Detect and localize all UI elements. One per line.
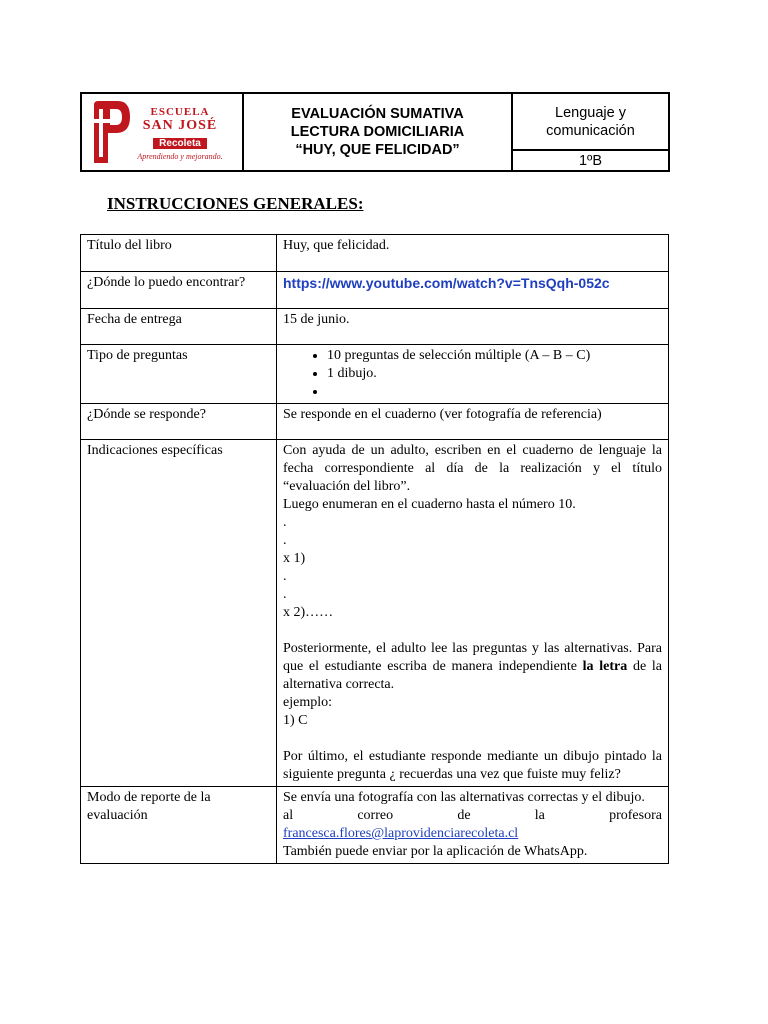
table-row bbox=[81, 440, 669, 787]
p3-text: Posteriormente, el adulto lee las preguntas y las alternativas. Para que el estudiante escriba de manera independiente bbox=[283, 641, 662, 674]
row-value-tipo bbox=[277, 345, 669, 404]
example-x1: x 1) bbox=[283, 551, 306, 566]
indicaciones-p4: Por último, el estudiante responde mediante un dibujo pintado la siguiente pregunta ¿ recuerdas una vez que fuiste muy feliz? bbox=[283, 749, 662, 782]
table-row bbox=[81, 345, 669, 404]
list-item bbox=[327, 383, 662, 401]
row-value-responde: Se responde en el cuaderno (ver fotografía de referencia) bbox=[277, 404, 669, 440]
row-label-donde: ¿Dónde lo puedo encontrar? bbox=[81, 272, 277, 309]
subject-cell bbox=[512, 93, 669, 150]
youtube-link[interactable]: https://www.youtube.com/watch?v=TnsQqh-052c bbox=[283, 275, 610, 291]
logo-line1: ESCUELA bbox=[150, 106, 210, 118]
grade-cell: 1ºB bbox=[512, 150, 669, 171]
title-line2: LECTURA DOMICILIARIA bbox=[290, 124, 465, 140]
table-row bbox=[81, 309, 669, 345]
table-row bbox=[81, 272, 669, 309]
modo-word: al bbox=[283, 808, 294, 823]
dot-line: . bbox=[283, 587, 287, 602]
logo-tagline: Aprendiendo y mejorando. bbox=[137, 152, 223, 161]
dot-line: . bbox=[283, 515, 287, 530]
row-value-modo bbox=[277, 787, 669, 864]
modo-word: profesora bbox=[609, 808, 662, 823]
modo-word: correo bbox=[357, 808, 394, 823]
logo-line3: Recoleta bbox=[153, 138, 207, 149]
logo-line2: SAN JOSÉ bbox=[142, 118, 218, 133]
subject-line1: Lenguaje y bbox=[555, 104, 626, 121]
row-label-titulo: Título del libro bbox=[81, 235, 277, 272]
email-line bbox=[283, 825, 662, 843]
list-item: • 10 preguntas de selección múltiple (A – B – C) bbox=[327, 347, 662, 365]
table-row bbox=[81, 235, 669, 272]
school-logo bbox=[84, 94, 240, 170]
instructions-table bbox=[80, 234, 669, 864]
row-value-donde bbox=[277, 272, 669, 309]
p3-end: de la alternativa correcta. bbox=[283, 659, 662, 692]
modo-word: de bbox=[457, 808, 471, 823]
modo-line2 bbox=[283, 807, 662, 825]
row-value-indicaciones bbox=[277, 440, 669, 787]
question-type-list bbox=[283, 347, 662, 401]
ejemplo-value: 1) C bbox=[283, 713, 308, 728]
row-label-modo: Modo de reporte de la evaluación bbox=[81, 787, 277, 864]
row-value-fecha: 15 de junio. bbox=[277, 309, 669, 345]
row-label-tipo: Tipo de preguntas bbox=[81, 345, 277, 404]
table-row bbox=[81, 404, 669, 440]
indicaciones-p3 bbox=[283, 640, 662, 694]
dot-line: . bbox=[283, 569, 287, 584]
instructions-heading: INSTRUCCIONES GENERALES: bbox=[107, 194, 364, 213]
logo-cell bbox=[81, 93, 243, 171]
title-line3: “HUY, QUE FELICIDAD” bbox=[295, 142, 460, 158]
table-row bbox=[81, 787, 669, 864]
dot-line: . bbox=[283, 533, 287, 548]
row-label-fecha: Fecha de entrega bbox=[81, 309, 277, 345]
row-label-responde: ¿Dónde se responde? bbox=[81, 404, 277, 440]
indicaciones-p1: Con ayuda de un adulto, escriben en el cuaderno de lenguaje la fecha correspondiente al día de la realización y el título “evaluación del libro”. bbox=[283, 443, 662, 494]
title-cell bbox=[243, 93, 512, 171]
row-label-indicaciones: Indicaciones específicas bbox=[81, 440, 277, 787]
indicaciones-p2: Luego enumeran en el cuaderno hasta el número 10. bbox=[283, 497, 576, 512]
modo-line1: Se envía una fotografía con las alternativas correctas y el dibujo. bbox=[283, 790, 645, 805]
row-value-titulo: Huy, que felicidad. bbox=[277, 235, 669, 272]
example-x2: x 2)…… bbox=[283, 605, 334, 620]
p3-bold: la letra bbox=[582, 659, 628, 674]
title-line1: EVALUACIÓN SUMATIVA bbox=[291, 106, 464, 122]
subject-line2: comunicación bbox=[546, 122, 635, 139]
modo-word: la bbox=[534, 808, 545, 823]
teacher-email-link[interactable]: francesca.flores@laprovidenciarecoleta.cl bbox=[283, 826, 519, 841]
modo-line3: También puede enviar por la aplicación de WhatsApp. bbox=[283, 844, 588, 859]
header-table bbox=[80, 92, 670, 172]
ejemplo-label: ejemplo: bbox=[283, 695, 332, 710]
list-item: • 1 dibujo. bbox=[327, 365, 662, 383]
